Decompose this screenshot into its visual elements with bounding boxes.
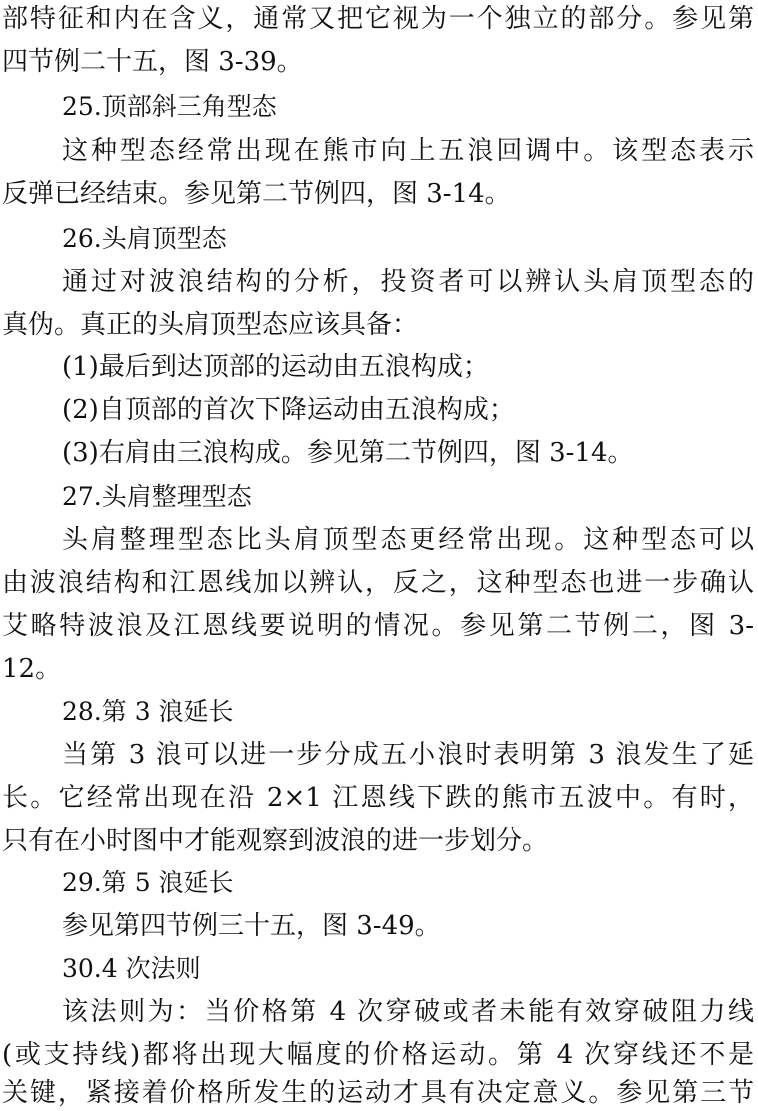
- list-item: (2)自顶部的首次下降运动由五浪构成；: [62, 395, 515, 425]
- text-line: 只有在小时图中才能观察到波浪的进一步划分。: [2, 826, 549, 856]
- section-heading: 28.第 3 浪延长: [62, 697, 234, 726]
- list-item: (3)右肩由三浪构成。参见第二节例四，图 3-14。: [62, 438, 634, 468]
- text-line: 头肩整理型态比头肩顶型态更经常出现。这种型态可以: [62, 525, 754, 555]
- text-line: 该法则为：当价格第 4 次穿破或者未能有效穿破阻力线: [62, 997, 754, 1027]
- text-line: 通过对波浪结构的分析，投资者可以辨认头肩顶型态的: [62, 267, 754, 297]
- list-item: (1)最后到达顶部的运动由五浪构成；: [62, 352, 489, 382]
- section-heading: 29.第 5 浪延长: [62, 868, 234, 897]
- section-heading: 30.4 次法则: [62, 954, 201, 983]
- text-line: 由波浪结构和江恩线加以辨认，反之，这种型态也进一步确认: [2, 568, 754, 598]
- section-heading: 27.头肩整理型态: [62, 482, 252, 511]
- text-line: 关键，紧接着价格所发生的运动才具有决定意义。参见第三节: [2, 1078, 754, 1108]
- text-line: 参见第四节例三十五，图 3-49。: [62, 911, 441, 941]
- text-line: 部特征和内在含义，通常又把它视为一个独立的部分。参见第: [2, 4, 754, 34]
- text-line: 12。: [2, 654, 62, 684]
- text-line: 艾略特波浪及江恩线要说明的情况。参见第二节例二，图 3-: [2, 611, 754, 641]
- text-line: 四节例二十五，图 3-39。: [2, 47, 303, 77]
- text-line: 真伪。真正的头肩顶型态应该具备：: [2, 310, 419, 340]
- text-line: 反弹已经结束。参见第二节例四，图 3-14。: [2, 179, 511, 209]
- text-line: 长。它经常出现在沿 2×1 江恩线下跌的熊市五波中。有时，: [2, 783, 754, 813]
- section-heading: 26.头肩顶型态: [62, 224, 227, 253]
- text-line: 当第 3 浪可以进一步分成五小浪时表明第 3 浪发生了延: [62, 740, 754, 770]
- text-line: (或支持线)都将出现大幅度的价格运动。第 4 次穿线还不是: [2, 1040, 754, 1070]
- text-line: 这种型态经常出现在熊市向上五浪回调中。该型态表示: [62, 136, 754, 166]
- section-heading: 25.顶部斜三角型态: [62, 92, 277, 121]
